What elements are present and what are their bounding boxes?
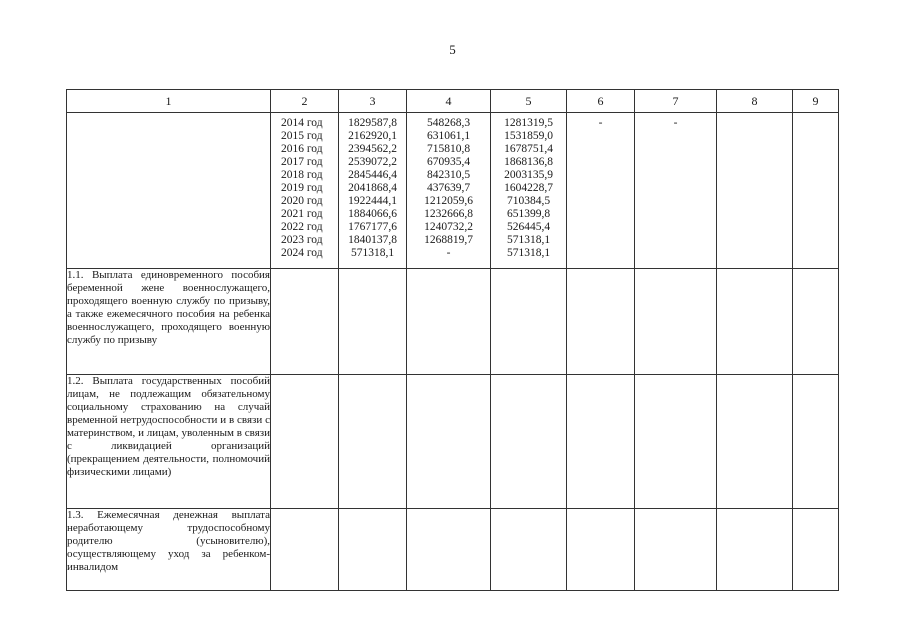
row-description: 1.3. Ежемесячная денежная выплата неработающему трудоспособному родителю (усыновителю), осуществляющему уход за ребенком-инвалидом bbox=[67, 509, 271, 591]
col3-list bbox=[339, 113, 406, 260]
col4-value: 715810,8 bbox=[426, 143, 471, 155]
empty-cell bbox=[635, 375, 717, 509]
col4-value: 842310,5 bbox=[426, 169, 471, 181]
empty-cell bbox=[271, 375, 339, 509]
col3-value: 2539072,2 bbox=[348, 156, 397, 168]
empty-cell bbox=[793, 113, 839, 269]
col7-cell bbox=[635, 113, 717, 269]
page-number: 5 bbox=[449, 42, 456, 57]
row-description: 1.1. Выплата единовременного пособия беременной жене военнослужащего, проходящего военную службу по призыву, а также ежемесячного пособия на ребенка военнослужащего, проходящего военную службу по призыву bbox=[67, 269, 271, 375]
col5-value: 710384,5 bbox=[506, 195, 551, 207]
col5-value: 571318,1 bbox=[506, 234, 551, 246]
col4-cell bbox=[407, 113, 491, 269]
col5-value: 571318,1 bbox=[506, 247, 551, 259]
empty-cell bbox=[793, 509, 839, 591]
empty-cell bbox=[491, 509, 567, 591]
col3-value: 1922444,1 bbox=[348, 195, 397, 207]
col6-dash: - bbox=[598, 117, 603, 129]
col4-value: - bbox=[446, 247, 451, 259]
header-cell: 8 bbox=[717, 90, 793, 113]
col4-value: 1232666,8 bbox=[424, 208, 473, 220]
empty-cell bbox=[271, 269, 339, 375]
col4-value: 1268819,7 bbox=[424, 234, 473, 246]
table-header-row bbox=[67, 90, 839, 113]
col3-value: 2394562,2 bbox=[348, 143, 397, 155]
col4-value: 437639,7 bbox=[426, 182, 471, 194]
table-row bbox=[67, 269, 839, 375]
header-cell: 4 bbox=[407, 90, 491, 113]
col4-value: 670935,4 bbox=[426, 156, 471, 168]
table-row bbox=[67, 375, 839, 509]
table-row bbox=[67, 509, 839, 591]
empty-cell bbox=[407, 375, 491, 509]
year-label: 2017 год bbox=[281, 156, 323, 168]
year-label: 2019 год bbox=[281, 182, 323, 194]
empty-cell bbox=[635, 509, 717, 591]
col5-cell bbox=[491, 113, 567, 269]
year-label: 2023 год bbox=[281, 234, 323, 246]
col3-value: 571318,1 bbox=[350, 247, 395, 259]
empty-cell bbox=[717, 269, 793, 375]
col5-value: 526445,4 bbox=[506, 221, 551, 233]
year-label: 2015 год bbox=[281, 130, 323, 142]
col3-value: 1829587,8 bbox=[348, 117, 397, 129]
row-description: 1.2. Выплата государственных пособий лицам, не подлежащим обязательному социальному страхованию на случай временной нетрудоспособности и в связи с материнством, и лицам, уволенным в связи с ликвидацией организаций (прекращением деятельности, полномочий физическими лицами) bbox=[67, 375, 271, 509]
col3-value: 1767177,6 bbox=[348, 221, 397, 233]
col4-value: 631061,1 bbox=[426, 130, 471, 142]
header-cell: 7 bbox=[635, 90, 717, 113]
col5-list bbox=[491, 113, 566, 260]
header-cell: 6 bbox=[567, 90, 635, 113]
empty-cell bbox=[567, 375, 635, 509]
empty-cell bbox=[717, 113, 793, 269]
col3-value: 1884066,6 bbox=[348, 208, 397, 220]
budget-table bbox=[66, 89, 839, 591]
col4-value: 1240732,2 bbox=[424, 221, 473, 233]
empty-cell bbox=[567, 509, 635, 591]
year-label: 2016 год bbox=[281, 143, 323, 155]
header-cell: 2 bbox=[271, 90, 339, 113]
col4-value: 548268,3 bbox=[426, 117, 471, 129]
year-label: 2022 год bbox=[281, 221, 323, 233]
col3-value: 1840137,8 bbox=[348, 234, 397, 246]
header-cell: 3 bbox=[339, 90, 407, 113]
col3-cell bbox=[339, 113, 407, 269]
empty-cell bbox=[491, 375, 567, 509]
empty-cell bbox=[717, 509, 793, 591]
empty-cell bbox=[339, 509, 407, 591]
empty-cell bbox=[717, 375, 793, 509]
empty-cell bbox=[793, 269, 839, 375]
col4-value: 1212059,6 bbox=[424, 195, 473, 207]
header-cell: 5 bbox=[491, 90, 567, 113]
year-label: 2020 год bbox=[281, 195, 323, 207]
year-label: 2024 год bbox=[281, 247, 323, 259]
years-list bbox=[271, 113, 338, 260]
col5-value: 1678751,4 bbox=[504, 143, 553, 155]
col3-value: 2162920,1 bbox=[348, 130, 397, 142]
col3-value: 2041868,4 bbox=[348, 182, 397, 194]
empty-cell bbox=[407, 509, 491, 591]
year-label: 2018 год bbox=[281, 169, 323, 181]
year-label: 2021 год bbox=[281, 208, 323, 220]
empty-cell bbox=[635, 269, 717, 375]
table-row bbox=[67, 113, 839, 269]
empty-cell bbox=[271, 509, 339, 591]
col5-value: 1531859,0 bbox=[504, 130, 553, 142]
col5-value: 2003135,9 bbox=[504, 169, 553, 181]
header-cell: 9 bbox=[793, 90, 839, 113]
year-label: 2014 год bbox=[281, 117, 323, 129]
col6-cell bbox=[567, 113, 635, 269]
empty-cell bbox=[567, 269, 635, 375]
empty-cell bbox=[67, 113, 271, 269]
col5-value: 1604228,7 bbox=[504, 182, 553, 194]
empty-cell bbox=[793, 375, 839, 509]
col3-value: 2845446,4 bbox=[348, 169, 397, 181]
col5-value: 1868136,8 bbox=[504, 156, 553, 168]
col4-list bbox=[407, 113, 490, 260]
empty-cell bbox=[339, 269, 407, 375]
empty-cell bbox=[407, 269, 491, 375]
col7-dash: - bbox=[673, 117, 678, 129]
years-cell bbox=[271, 113, 339, 269]
col5-value: 651399,8 bbox=[506, 208, 551, 220]
header-cell: 1 bbox=[67, 90, 271, 113]
empty-cell bbox=[491, 269, 567, 375]
col5-value: 1281319,5 bbox=[504, 117, 553, 129]
empty-cell bbox=[339, 375, 407, 509]
